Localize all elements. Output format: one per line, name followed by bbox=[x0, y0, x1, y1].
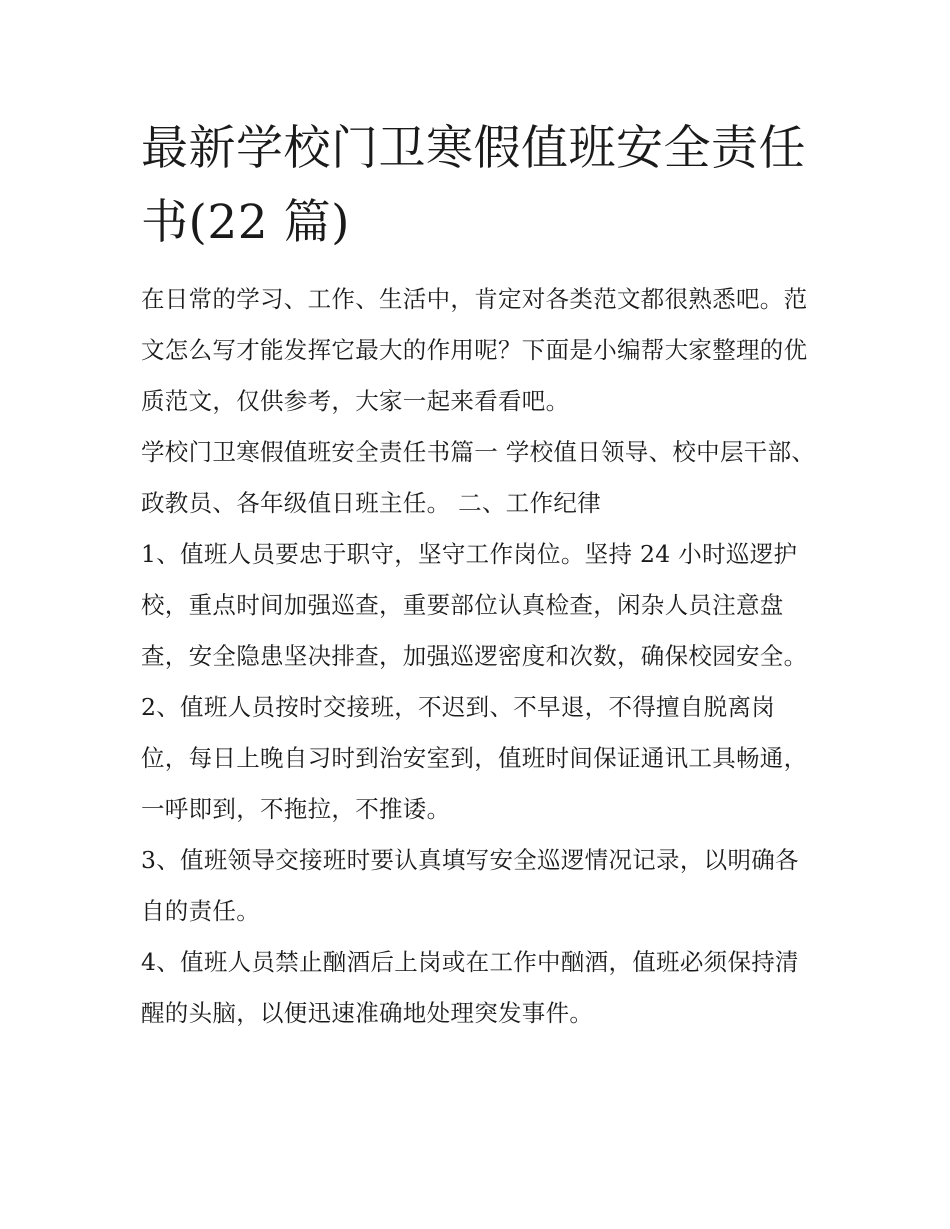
paragraph-rule-4: 4、值班人员禁止酗酒后上岗或在工作中酗酒，值班必须保持清醒的头脑，以便迅速准确地处理突发事件。 bbox=[141, 948, 799, 1027]
paragraph-rule-1: 1、值班人员要忠于职守，坚守工作岗位。坚持 24 小时巡逻护校，重点时间加强巡查，重要部位认真检查，闲杂人员注意盘查，安全隐患坚决排查，加强巡逻密度和次数，确保校园安全。 bbox=[141, 540, 808, 670]
paragraph-rule-2: 2、值班人员按时交接班，不迟到、不早退，不得擅自脱离岗位，每日上晚自习时到治安室到，值班时间保证通讯工具畅通，一呼即到，不拖拉，不推诿。 bbox=[141, 693, 808, 823]
document-title: 最新学校门卫寒假值班安全责任书(22 篇) bbox=[141, 121, 806, 250]
paragraph-rule-3: 3、值班领导交接班时要认真填写安全巡逻情况记录，以明确各自的责任。 bbox=[141, 846, 799, 925]
document-body bbox=[141, 274, 821, 1039]
document-page bbox=[141, 112, 821, 1039]
paragraph-section-one: 学校门卫寒假值班安全责任书篇一 学校值日领导、校中层干部、政教员、各年级值日班主任。 二、工作纪律 bbox=[141, 438, 816, 517]
paragraph-intro: 在日常的学习、工作、生活中，肯定对各类范文都很熟悉吧。范文怎么写才能发挥它最大的作用呢？下面是小编帮大家整理的优质范文，仅供参考，大家一起来看看吧。 bbox=[141, 285, 808, 415]
